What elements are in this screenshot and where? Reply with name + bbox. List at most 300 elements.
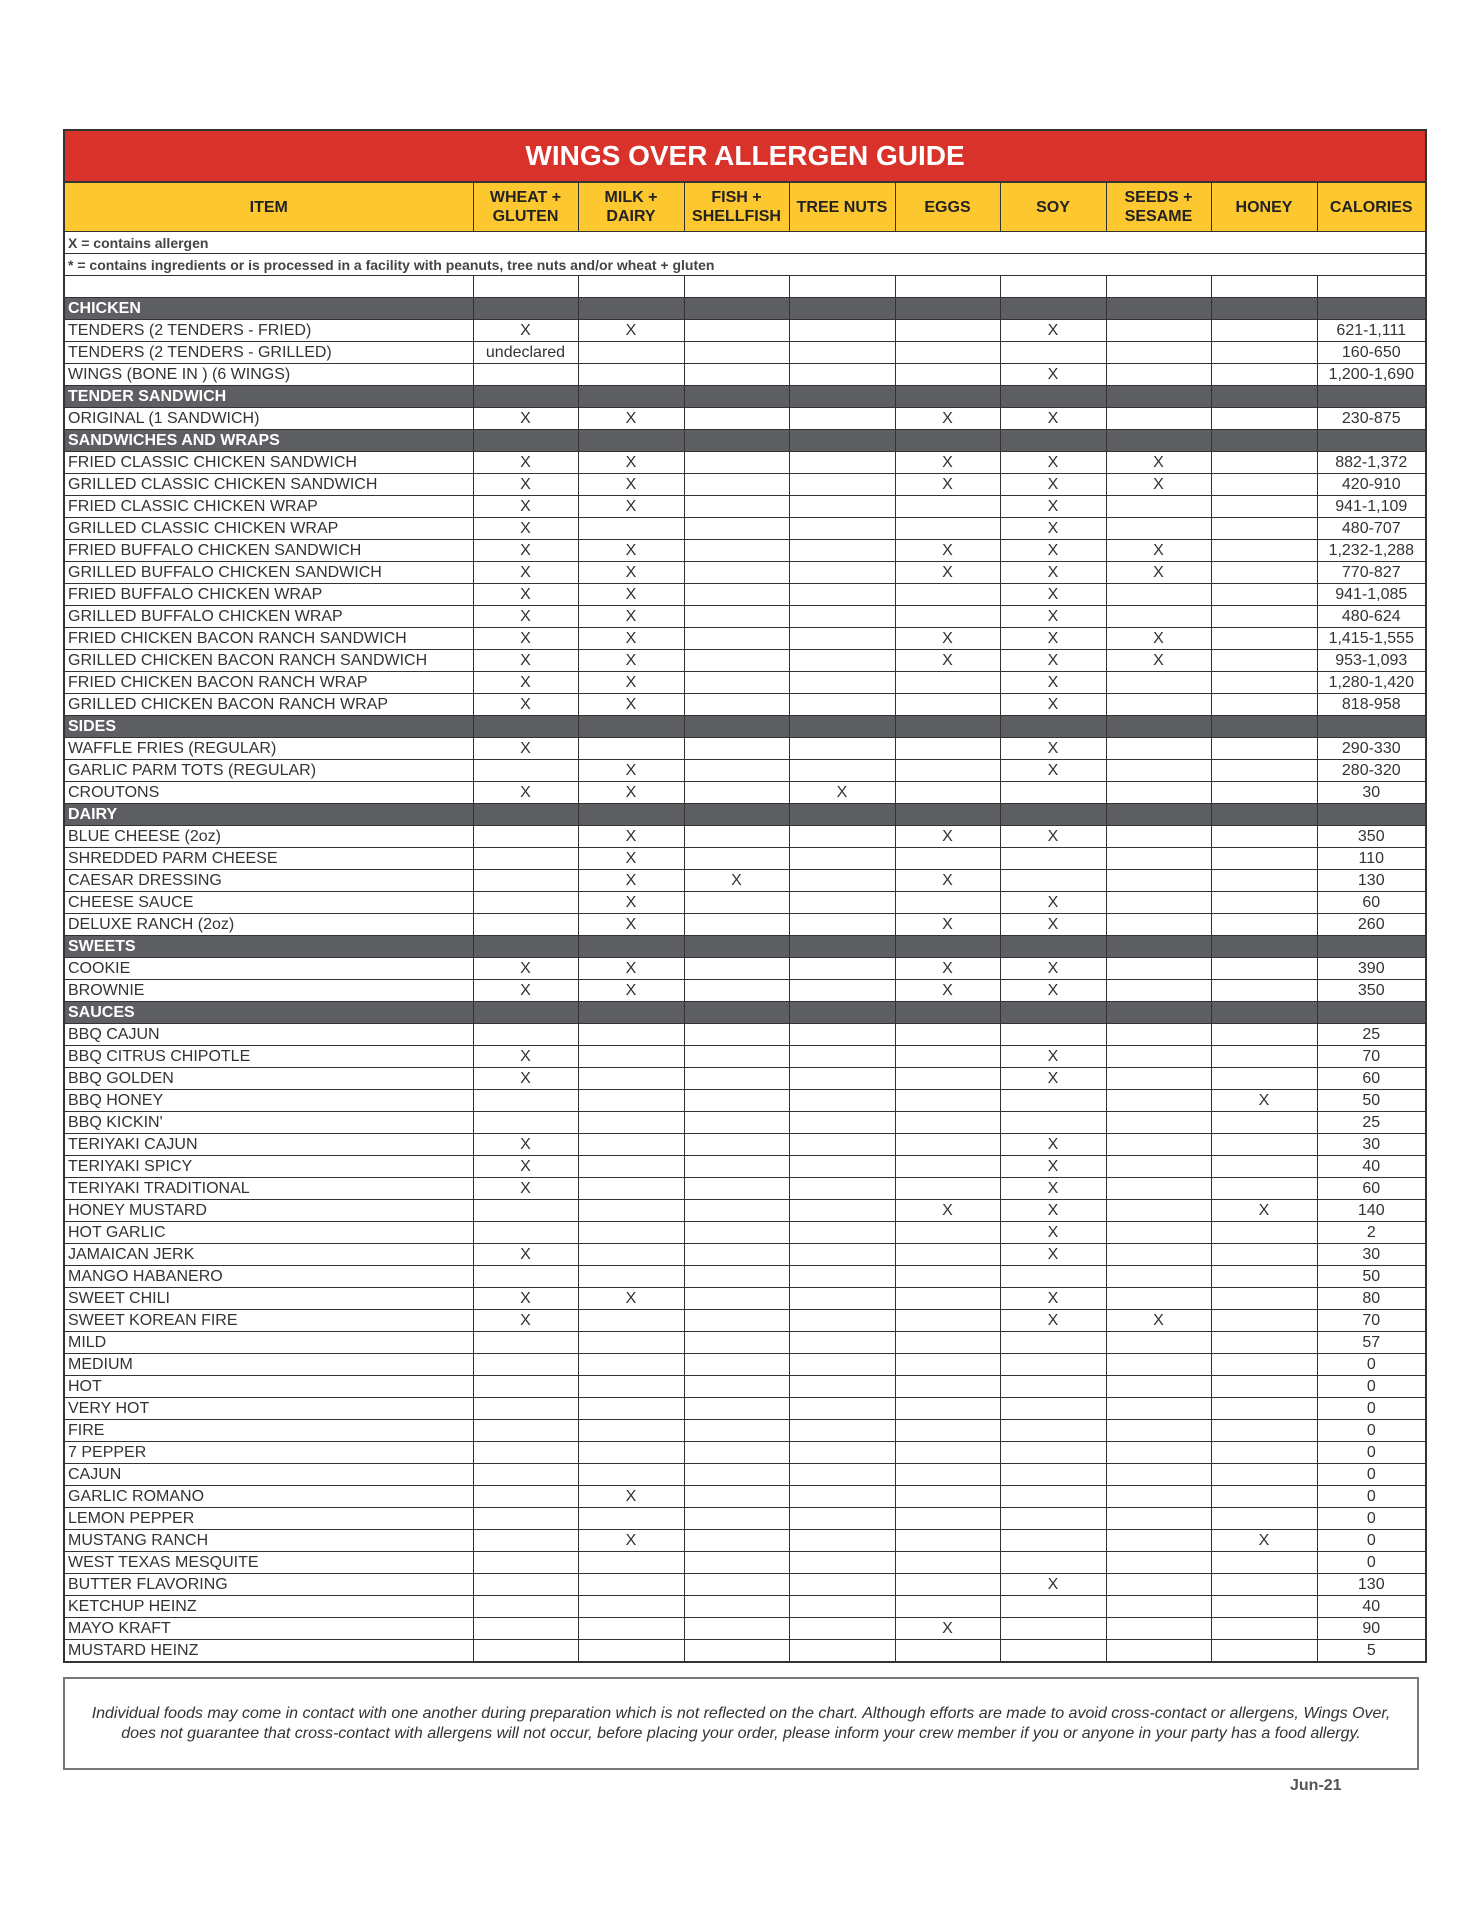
item-name: CHEESE SAUCE xyxy=(64,892,473,914)
allergen-cell xyxy=(1211,584,1317,606)
calories-cell: 90 xyxy=(1317,1618,1426,1640)
disclaimer-text: Individual foods may come in contact with one another during preparation which is not reflected on the chart. Although efforts are made to avoid cross-contact or allergens, Wings Over, does not guarantee that cross-contact with allergens will not occur, before placing your order, please inform your crew member if you or anyone in your party has a food allergy. xyxy=(91,1704,1391,1742)
allergen-guide xyxy=(63,129,1425,1663)
legend-text: X = contains allergen xyxy=(64,232,1426,254)
allergen-cell xyxy=(789,562,895,584)
allergen-cell xyxy=(1000,1398,1106,1420)
allergen-cell: X xyxy=(578,1288,684,1310)
category-cell xyxy=(1106,386,1211,408)
table-row xyxy=(64,474,1426,496)
allergen-cell xyxy=(1211,1596,1317,1618)
category-cell xyxy=(895,1002,1000,1024)
empty-cell xyxy=(64,276,473,298)
category-cell xyxy=(473,386,578,408)
allergen-cell: X xyxy=(1000,1310,1106,1332)
allergen-cell: X xyxy=(578,870,684,892)
allergen-cell xyxy=(684,342,789,364)
allergen-cell xyxy=(1211,892,1317,914)
allergen-cell: X xyxy=(473,1244,578,1266)
allergen-cell: X xyxy=(473,782,578,804)
allergen-cell xyxy=(1106,1046,1211,1068)
allergen-cell xyxy=(684,694,789,716)
item-name: TENDERS (2 TENDERS - FRIED) xyxy=(64,320,473,342)
allergen-cell xyxy=(895,738,1000,760)
allergen-cell xyxy=(684,650,789,672)
allergen-cell xyxy=(1211,1266,1317,1288)
allergen-cell xyxy=(1211,1640,1317,1663)
allergen-cell: X xyxy=(578,914,684,936)
item-name: GRILLED CLASSIC CHICKEN WRAP xyxy=(64,518,473,540)
allergen-cell xyxy=(578,1046,684,1068)
allergen-cell: X xyxy=(1000,1222,1106,1244)
allergen-cell xyxy=(789,870,895,892)
page-title: WINGS OVER ALLERGEN GUIDE xyxy=(64,130,1426,182)
allergen-cell xyxy=(578,1420,684,1442)
allergen-cell xyxy=(1106,1442,1211,1464)
allergen-cell xyxy=(789,1112,895,1134)
category-cell xyxy=(578,386,684,408)
item-name: CROUTONS xyxy=(64,782,473,804)
category-cell xyxy=(1211,1002,1317,1024)
allergen-cell xyxy=(1211,1618,1317,1640)
allergen-cell xyxy=(895,1398,1000,1420)
allergen-cell xyxy=(1106,1420,1211,1442)
calories-cell: 0 xyxy=(1317,1354,1426,1376)
item-name: BUTTER FLAVORING xyxy=(64,1574,473,1596)
allergen-cell: X xyxy=(578,474,684,496)
category-cell xyxy=(1211,298,1317,320)
category-cell xyxy=(895,716,1000,738)
allergen-cell xyxy=(789,364,895,386)
allergen-cell xyxy=(684,1178,789,1200)
allergen-cell xyxy=(684,1024,789,1046)
table-row xyxy=(64,408,1426,430)
item-name: GARLIC PARM TOTS (REGULAR) xyxy=(64,760,473,782)
allergen-cell xyxy=(578,1464,684,1486)
table-row xyxy=(64,1332,1426,1354)
allergen-cell xyxy=(1000,1464,1106,1486)
allergen-cell xyxy=(789,760,895,782)
category-row xyxy=(64,1002,1426,1024)
allergen-cell xyxy=(895,1024,1000,1046)
allergen-cell: X xyxy=(1000,320,1106,342)
empty-cell xyxy=(789,276,895,298)
allergen-cell xyxy=(1106,1464,1211,1486)
category-cell xyxy=(1317,936,1426,958)
item-name: BBQ KICKIN' xyxy=(64,1112,473,1134)
allergen-cell xyxy=(789,1574,895,1596)
category-cell xyxy=(789,430,895,452)
category-cell xyxy=(895,936,1000,958)
table-row xyxy=(64,452,1426,474)
table-row xyxy=(64,496,1426,518)
allergen-cell xyxy=(1211,540,1317,562)
allergen-cell xyxy=(895,606,1000,628)
allergen-cell xyxy=(1106,606,1211,628)
allergen-cell xyxy=(895,1178,1000,1200)
calories-cell: 621-1,111 xyxy=(1317,320,1426,342)
allergen-cell xyxy=(789,848,895,870)
allergen-cell xyxy=(895,1574,1000,1596)
category-cell xyxy=(473,1002,578,1024)
allergen-cell xyxy=(684,980,789,1002)
allergen-cell xyxy=(789,1222,895,1244)
allergen-cell xyxy=(684,1332,789,1354)
allergen-cell xyxy=(473,1376,578,1398)
allergen-cell xyxy=(684,1618,789,1640)
allergen-cell xyxy=(1211,826,1317,848)
allergen-cell: X xyxy=(895,980,1000,1002)
item-name: BLUE CHEESE (2oz) xyxy=(64,826,473,848)
allergen-cell xyxy=(1000,1266,1106,1288)
category-cell xyxy=(1106,430,1211,452)
allergen-cell xyxy=(1106,1530,1211,1552)
category-cell xyxy=(578,936,684,958)
calories-cell: 25 xyxy=(1317,1024,1426,1046)
calories-cell: 2 xyxy=(1317,1222,1426,1244)
allergen-cell xyxy=(1106,1090,1211,1112)
allergen-cell xyxy=(684,628,789,650)
allergen-cell xyxy=(1000,1332,1106,1354)
allergen-cell xyxy=(1106,914,1211,936)
allergen-cell xyxy=(1000,1596,1106,1618)
allergen-cell xyxy=(895,1508,1000,1530)
table-row xyxy=(64,1596,1426,1618)
calories-cell: 1,232-1,288 xyxy=(1317,540,1426,562)
calories-cell: 0 xyxy=(1317,1420,1426,1442)
allergen-cell xyxy=(1000,870,1106,892)
allergen-cell: X xyxy=(578,408,684,430)
allergen-cell xyxy=(684,584,789,606)
category-cell xyxy=(578,430,684,452)
allergen-cell: X xyxy=(895,452,1000,474)
allergen-cell xyxy=(684,1354,789,1376)
item-name: WEST TEXAS MESQUITE xyxy=(64,1552,473,1574)
calories-cell: 230-875 xyxy=(1317,408,1426,430)
allergen-cell: X xyxy=(1000,1134,1106,1156)
calories-cell: 130 xyxy=(1317,870,1426,892)
allergen-cell: X xyxy=(473,738,578,760)
calories-cell: 350 xyxy=(1317,980,1426,1002)
table-row xyxy=(64,1486,1426,1508)
table-row xyxy=(64,1310,1426,1332)
table-row xyxy=(64,1090,1426,1112)
allergen-cell xyxy=(684,474,789,496)
allergen-cell xyxy=(684,738,789,760)
allergen-cell xyxy=(1106,1266,1211,1288)
allergen-cell xyxy=(578,518,684,540)
allergen-cell xyxy=(1106,496,1211,518)
allergen-cell xyxy=(789,892,895,914)
allergen-cell xyxy=(1000,1354,1106,1376)
table-row xyxy=(64,1574,1426,1596)
table-row xyxy=(64,1464,1426,1486)
allergen-cell xyxy=(1106,760,1211,782)
allergen-cell xyxy=(1106,1156,1211,1178)
allergen-cell: X xyxy=(1000,980,1106,1002)
allergen-cell xyxy=(473,1486,578,1508)
category-cell xyxy=(1211,430,1317,452)
allergen-cell xyxy=(789,1288,895,1310)
calories-cell: 260 xyxy=(1317,914,1426,936)
allergen-cell: X xyxy=(578,540,684,562)
allergen-cell xyxy=(789,1178,895,1200)
table-row xyxy=(64,1266,1426,1288)
allergen-cell xyxy=(473,914,578,936)
allergen-cell xyxy=(895,1442,1000,1464)
category-row xyxy=(64,804,1426,826)
allergen-cell xyxy=(1106,694,1211,716)
allergen-cell xyxy=(1211,914,1317,936)
allergen-cell xyxy=(1211,1222,1317,1244)
allergen-cell xyxy=(684,1266,789,1288)
allergen-cell xyxy=(895,1376,1000,1398)
allergen-cell xyxy=(789,1442,895,1464)
allergen-cell xyxy=(1106,1244,1211,1266)
allergen-cell: X xyxy=(1106,628,1211,650)
calories-cell: 60 xyxy=(1317,1068,1426,1090)
allergen-cell xyxy=(789,1530,895,1552)
calories-cell: 40 xyxy=(1317,1156,1426,1178)
allergen-cell: X xyxy=(1000,496,1106,518)
allergen-cell: X xyxy=(1000,914,1106,936)
calories-cell: 30 xyxy=(1317,782,1426,804)
calories-cell: 350 xyxy=(1317,826,1426,848)
allergen-cell xyxy=(789,1552,895,1574)
allergen-cell xyxy=(895,1244,1000,1266)
allergen-table xyxy=(63,129,1427,1663)
allergen-cell xyxy=(895,760,1000,782)
allergen-cell xyxy=(789,1266,895,1288)
calories-cell: 30 xyxy=(1317,1244,1426,1266)
allergen-cell: X xyxy=(1000,1574,1106,1596)
allergen-cell xyxy=(684,1068,789,1090)
allergen-cell: X xyxy=(1000,628,1106,650)
allergen-cell xyxy=(684,892,789,914)
allergen-cell xyxy=(1106,1376,1211,1398)
empty-cell xyxy=(1000,276,1106,298)
category-row xyxy=(64,386,1426,408)
allergen-cell xyxy=(789,518,895,540)
allergen-cell xyxy=(789,1332,895,1354)
calories-cell: 390 xyxy=(1317,958,1426,980)
allergen-cell xyxy=(578,1266,684,1288)
allergen-cell: X xyxy=(1000,826,1106,848)
category-cell xyxy=(684,298,789,320)
column-header: FISH + SHELLFISH xyxy=(684,182,789,232)
allergen-cell xyxy=(1106,1354,1211,1376)
allergen-cell xyxy=(473,1024,578,1046)
allergen-cell xyxy=(1106,870,1211,892)
allergen-cell: X xyxy=(473,1134,578,1156)
allergen-cell: X xyxy=(1000,694,1106,716)
allergen-cell xyxy=(895,892,1000,914)
category-cell xyxy=(1317,1002,1426,1024)
allergen-cell xyxy=(789,1420,895,1442)
allergen-cell: X xyxy=(473,628,578,650)
allergen-cell: X xyxy=(1106,1310,1211,1332)
allergen-cell xyxy=(789,738,895,760)
allergen-cell xyxy=(1106,1618,1211,1640)
allergen-cell: X xyxy=(684,870,789,892)
item-name: GRILLED BUFFALO CHICKEN SANDWICH xyxy=(64,562,473,584)
allergen-cell: X xyxy=(1000,562,1106,584)
allergen-cell xyxy=(1211,760,1317,782)
table-row xyxy=(64,342,1426,364)
allergen-cell xyxy=(1106,1134,1211,1156)
allergen-cell xyxy=(789,1200,895,1222)
allergen-cell xyxy=(578,1178,684,1200)
allergen-cell xyxy=(1106,320,1211,342)
allergen-cell xyxy=(473,1508,578,1530)
table-row xyxy=(64,1530,1426,1552)
allergen-cell xyxy=(1106,1398,1211,1420)
allergen-cell xyxy=(578,342,684,364)
column-header: CALORIES xyxy=(1317,182,1426,232)
category-cell xyxy=(473,430,578,452)
calories-cell: 941-1,085 xyxy=(1317,584,1426,606)
allergen-cell xyxy=(1106,1552,1211,1574)
calories-cell: 130 xyxy=(1317,1574,1426,1596)
category-cell xyxy=(1211,804,1317,826)
allergen-cell xyxy=(1211,1442,1317,1464)
item-name: FRIED CHICKEN BACON RANCH WRAP xyxy=(64,672,473,694)
allergen-cell xyxy=(1211,1046,1317,1068)
category-cell xyxy=(1317,386,1426,408)
allergen-cell xyxy=(895,1134,1000,1156)
allergen-cell xyxy=(684,1046,789,1068)
allergen-cell xyxy=(1211,870,1317,892)
category-cell xyxy=(684,1002,789,1024)
legend-row xyxy=(64,254,1426,276)
allergen-cell xyxy=(684,1376,789,1398)
empty-cell xyxy=(578,276,684,298)
table-row xyxy=(64,518,1426,540)
allergen-cell xyxy=(1000,1618,1106,1640)
table-row xyxy=(64,826,1426,848)
calories-cell: 110 xyxy=(1317,848,1426,870)
item-name: JAMAICAN JERK xyxy=(64,1244,473,1266)
allergen-cell xyxy=(1211,1178,1317,1200)
column-header: HONEY xyxy=(1211,182,1317,232)
calories-cell: 70 xyxy=(1317,1046,1426,1068)
item-name: MUSTANG RANCH xyxy=(64,1530,473,1552)
calories-cell: 80 xyxy=(1317,1288,1426,1310)
allergen-cell xyxy=(895,1332,1000,1354)
allergen-cell xyxy=(1106,1640,1211,1663)
allergen-cell: X xyxy=(895,540,1000,562)
item-name: GARLIC ROMANO xyxy=(64,1486,473,1508)
allergen-cell: X xyxy=(473,672,578,694)
item-name: ORIGINAL (1 SANDWICH) xyxy=(64,408,473,430)
category-cell xyxy=(473,716,578,738)
allergen-cell xyxy=(1000,1486,1106,1508)
allergen-cell xyxy=(1106,826,1211,848)
allergen-cell xyxy=(473,870,578,892)
allergen-cell xyxy=(895,518,1000,540)
allergen-cell xyxy=(684,782,789,804)
allergen-cell xyxy=(1106,1332,1211,1354)
category-cell xyxy=(1000,430,1106,452)
allergen-cell xyxy=(1211,408,1317,430)
allergen-cell xyxy=(1211,518,1317,540)
allergen-cell xyxy=(1000,848,1106,870)
allergen-cell: X xyxy=(1000,1156,1106,1178)
category-cell xyxy=(1106,1002,1211,1024)
allergen-cell xyxy=(789,1508,895,1530)
allergen-cell: X xyxy=(578,562,684,584)
blank-row xyxy=(64,276,1426,298)
allergen-cell: X xyxy=(578,606,684,628)
category-cell xyxy=(578,298,684,320)
allergen-cell: X xyxy=(1000,1244,1106,1266)
category-cell xyxy=(473,936,578,958)
allergen-cell xyxy=(473,826,578,848)
table-row xyxy=(64,892,1426,914)
allergen-cell: X xyxy=(578,782,684,804)
allergen-cell xyxy=(578,1200,684,1222)
allergen-cell xyxy=(1211,1486,1317,1508)
table-row xyxy=(64,562,1426,584)
allergen-cell xyxy=(1106,408,1211,430)
table-row xyxy=(64,1354,1426,1376)
item-name: FRIED CHICKEN BACON RANCH SANDWICH xyxy=(64,628,473,650)
allergen-cell xyxy=(1211,1156,1317,1178)
table-row xyxy=(64,628,1426,650)
allergen-cell xyxy=(1106,584,1211,606)
calories-cell: 140 xyxy=(1317,1200,1426,1222)
item-name: TERIYAKI SPICY xyxy=(64,1156,473,1178)
allergen-cell: X xyxy=(1106,650,1211,672)
item-name: FIRE xyxy=(64,1420,473,1442)
allergen-cell xyxy=(1000,1508,1106,1530)
allergen-cell xyxy=(789,628,895,650)
calories-cell: 1,200-1,690 xyxy=(1317,364,1426,386)
category-cell xyxy=(1106,716,1211,738)
allergen-cell xyxy=(789,1354,895,1376)
allergen-cell xyxy=(1106,958,1211,980)
allergen-cell xyxy=(895,1486,1000,1508)
allergen-cell xyxy=(895,1596,1000,1618)
allergen-cell xyxy=(1211,1420,1317,1442)
allergen-cell xyxy=(789,914,895,936)
category-cell xyxy=(684,936,789,958)
allergen-cell xyxy=(1000,1090,1106,1112)
table-row xyxy=(64,1178,1426,1200)
calories-cell: 1,280-1,420 xyxy=(1317,672,1426,694)
item-name: TENDERS (2 TENDERS - GRILLED) xyxy=(64,342,473,364)
category-row xyxy=(64,936,1426,958)
category-cell xyxy=(1106,298,1211,320)
empty-cell xyxy=(1317,276,1426,298)
calories-cell: 0 xyxy=(1317,1530,1426,1552)
calories-cell: 50 xyxy=(1317,1090,1426,1112)
category-cell xyxy=(684,804,789,826)
allergen-cell: X xyxy=(1211,1090,1317,1112)
item-name: MEDIUM xyxy=(64,1354,473,1376)
category-row xyxy=(64,298,1426,320)
allergen-cell xyxy=(578,1574,684,1596)
table-row xyxy=(64,870,1426,892)
table-row xyxy=(64,1134,1426,1156)
item-name: KETCHUP HEINZ xyxy=(64,1596,473,1618)
allergen-cell xyxy=(473,1266,578,1288)
category-label: DAIRY xyxy=(64,804,473,826)
allergen-cell: X xyxy=(473,1178,578,1200)
category-cell xyxy=(1317,804,1426,826)
item-name: DELUXE RANCH (2oz) xyxy=(64,914,473,936)
allergen-cell xyxy=(1211,496,1317,518)
